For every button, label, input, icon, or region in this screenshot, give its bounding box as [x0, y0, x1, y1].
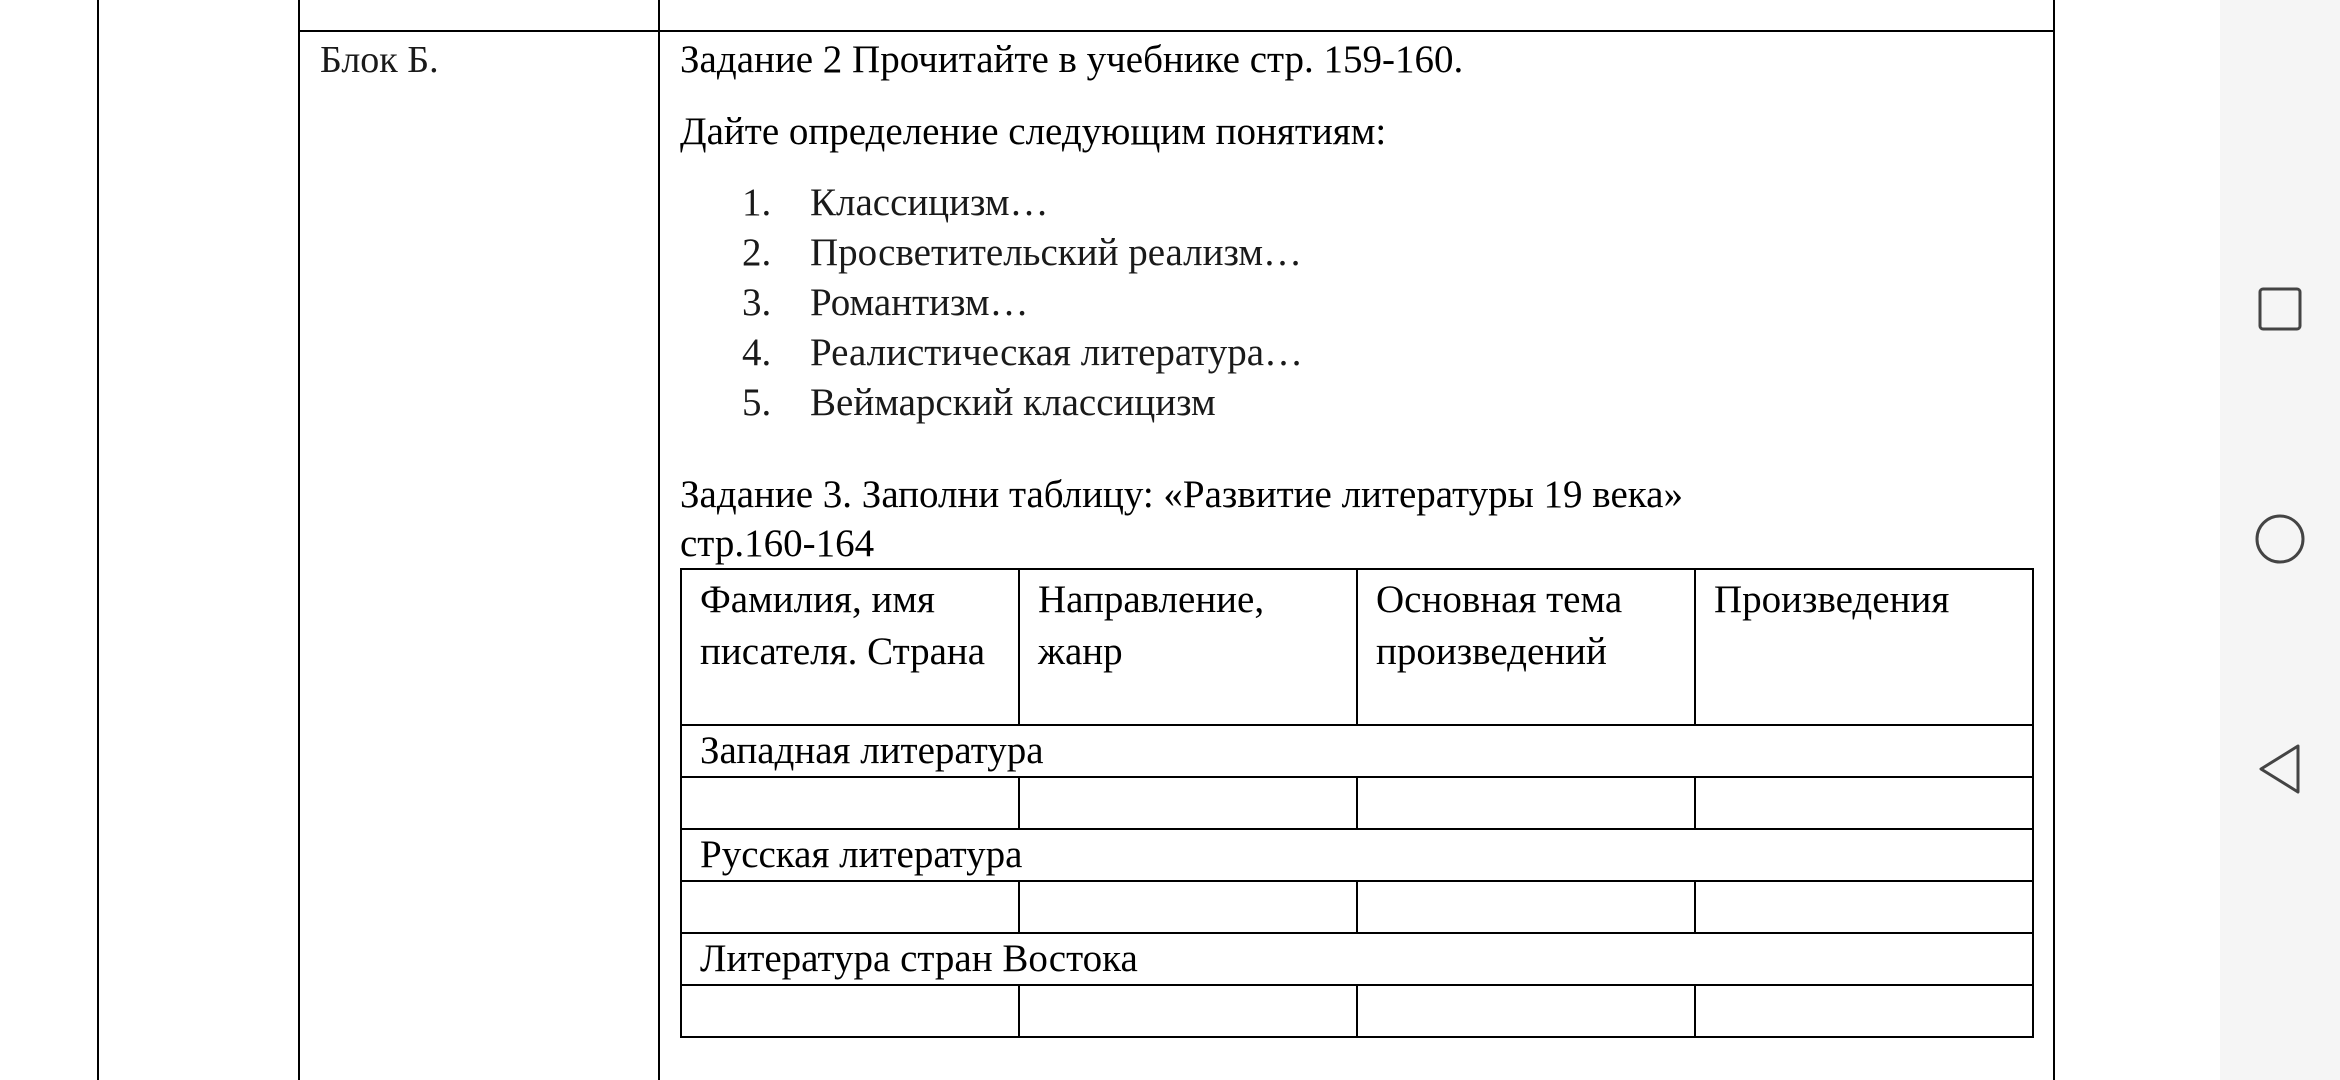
list-text: Классицизм… [810, 181, 1049, 224]
task-content [680, 36, 2040, 1038]
navigation-bar [2220, 0, 2340, 1080]
back-button[interactable] [2220, 724, 2340, 814]
table-cell[interactable] [681, 777, 1019, 829]
square-icon [2257, 286, 2303, 332]
header-writer: Фамилия, имя писателя. Страна [681, 569, 1019, 725]
list-item [742, 178, 2040, 228]
list-item [742, 228, 2040, 278]
recent-apps-button[interactable] [2220, 264, 2340, 354]
table-cell[interactable] [1019, 777, 1357, 829]
home-button[interactable] [2220, 494, 2340, 584]
circle-icon [2254, 513, 2306, 565]
list-number: 4. [742, 331, 772, 374]
list-text: Романтизм… [810, 281, 1029, 324]
list-text: Веймарский классицизм [810, 381, 1216, 424]
table-cell[interactable] [1695, 985, 2033, 1037]
back-triangle-icon [2256, 743, 2304, 795]
list-text: Просветительский реализм… [810, 231, 1303, 274]
task3-title-line2: стр.160-164 [680, 522, 875, 565]
definition-list [680, 178, 2040, 428]
table-row [681, 777, 2033, 829]
task2-prompt: Дайте определение следующим понятиям: [680, 110, 1387, 153]
list-item [742, 278, 2040, 328]
outer-table-right-border [2053, 0, 2055, 1080]
table-row [681, 985, 2033, 1037]
table-row [681, 881, 2033, 933]
table-section-row [681, 725, 2033, 777]
list-number: 2. [742, 231, 772, 274]
table-cell[interactable] [1695, 777, 2033, 829]
outer-table-row-border [298, 30, 2055, 32]
table-cell[interactable] [681, 985, 1019, 1037]
table-header-row [681, 569, 2033, 725]
outer-table-left-border [97, 0, 99, 1080]
table-cell[interactable] [1357, 881, 1695, 933]
outer-table-column-border-1 [298, 0, 300, 1080]
section-eastern: Литература стран Востока [681, 933, 2033, 985]
block-label: Блок Б. [320, 39, 439, 81]
header-theme: Основная тема произведений [1357, 569, 1695, 725]
section-russian: Русская литература [681, 829, 2033, 881]
list-number: 3. [742, 281, 772, 324]
table-cell[interactable] [1019, 985, 1357, 1037]
outer-table-column-border-2 [658, 0, 660, 1080]
section-western: Западная литература [681, 725, 2033, 777]
list-number: 1. [742, 181, 772, 224]
table-cell[interactable] [681, 881, 1019, 933]
literature-table [680, 568, 2034, 1038]
table-section-row [681, 829, 2033, 881]
list-text: Реалистическая литература… [810, 331, 1304, 374]
header-genre: Направление, жанр [1019, 569, 1357, 725]
header-works: Произведения [1695, 569, 2033, 725]
table-cell[interactable] [1357, 777, 1695, 829]
list-item [742, 328, 2040, 378]
task2-title: Задание 2 Прочитайте в учебнике стр. 159-160. [680, 38, 1464, 81]
table-section-row [681, 933, 2033, 985]
table-cell[interactable] [1019, 881, 1357, 933]
list-number: 5. [742, 381, 772, 424]
task3-title [680, 470, 2040, 568]
table-cell[interactable] [1695, 881, 2033, 933]
list-item [742, 378, 2040, 428]
table-cell[interactable] [1357, 985, 1695, 1037]
task3-title-line1: Задание 3. Заполни таблицу: «Развитие литературы 19 века» [680, 473, 1683, 516]
